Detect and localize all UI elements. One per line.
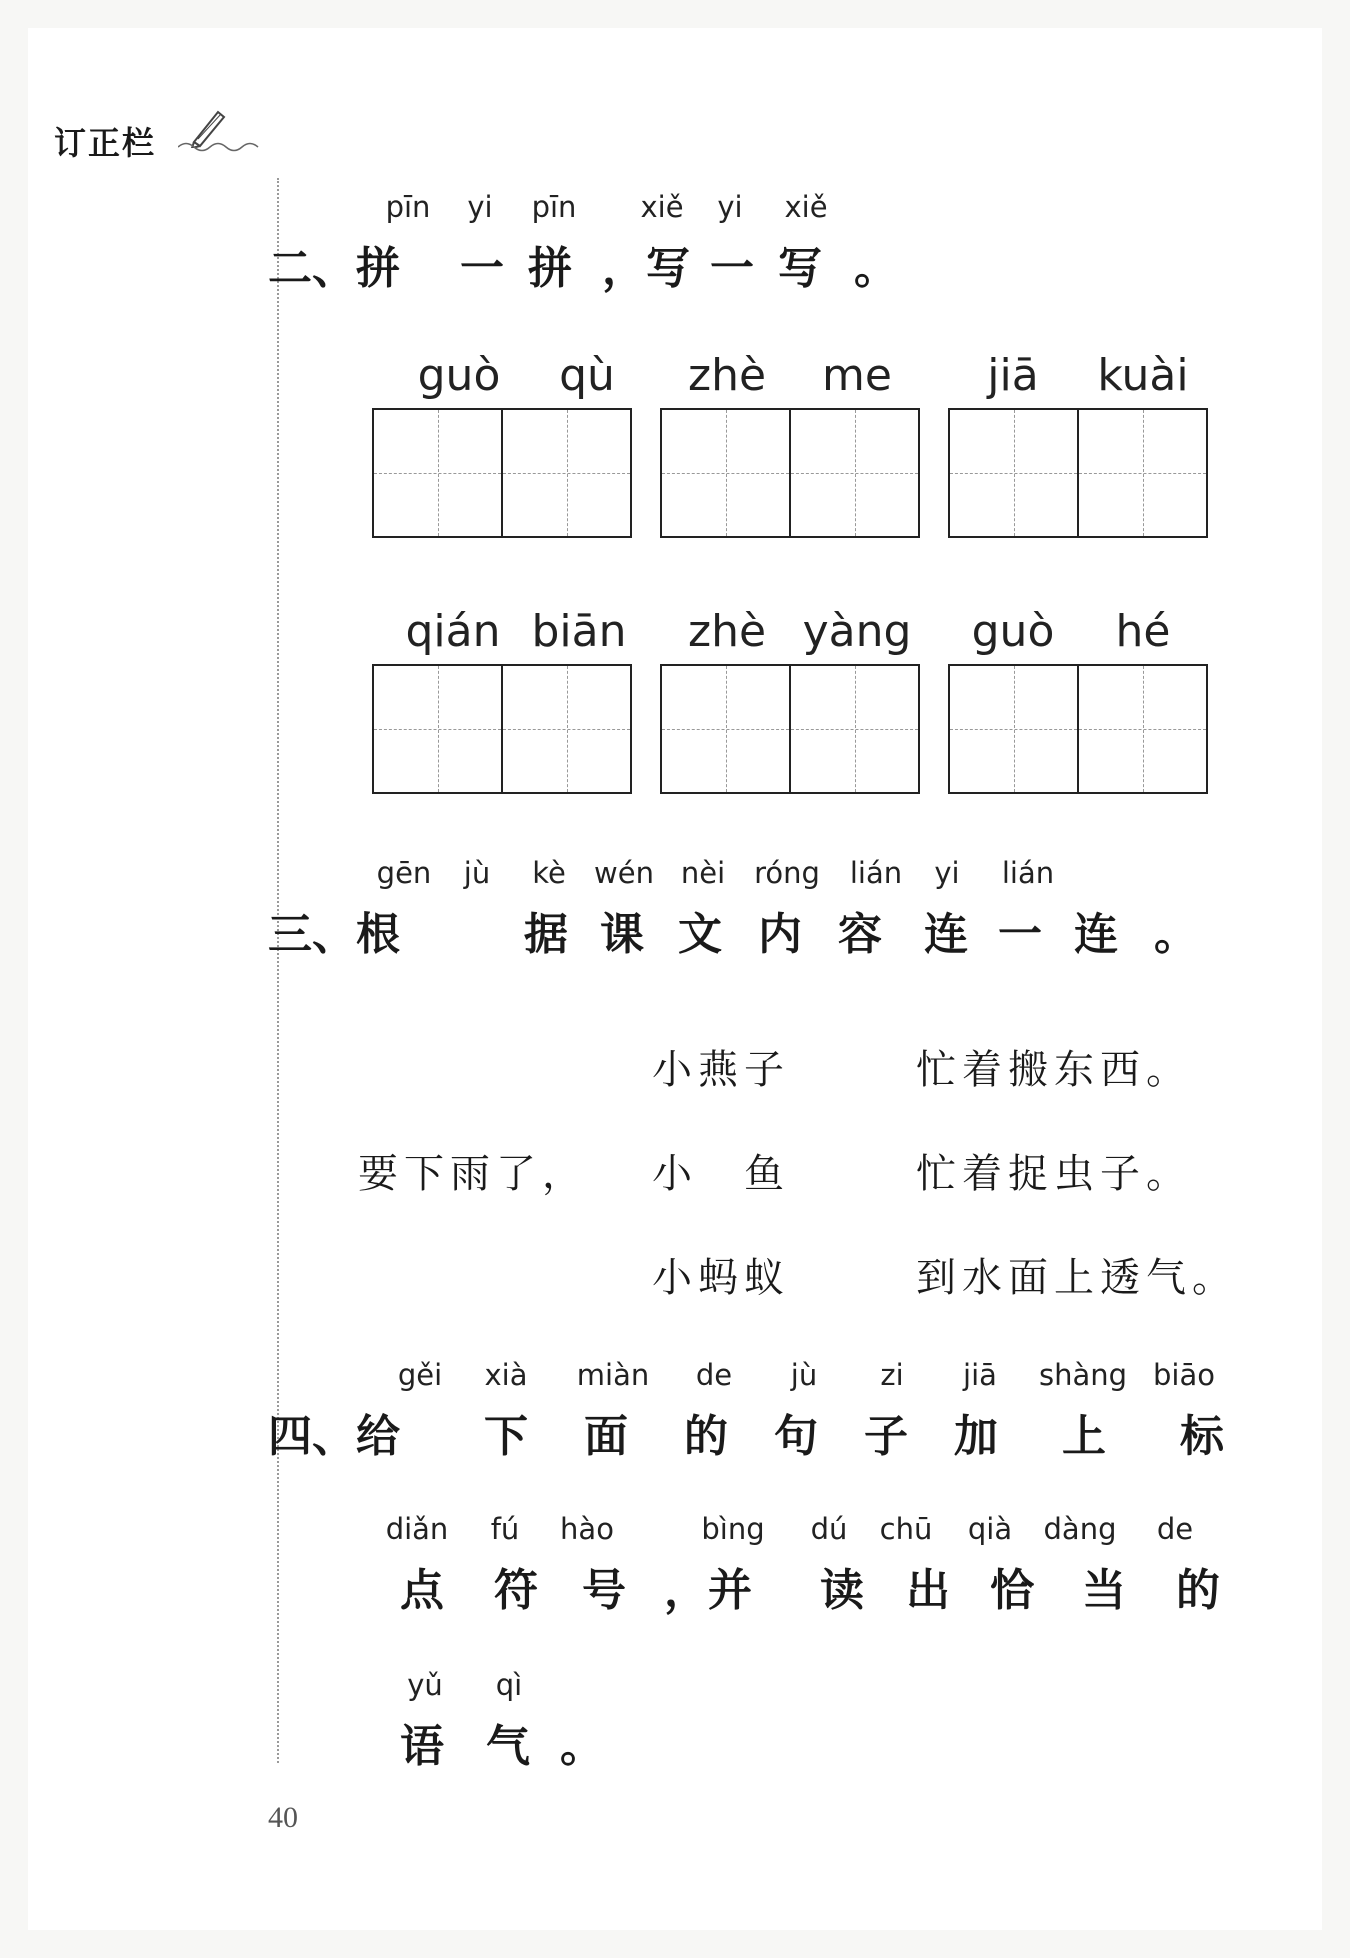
- pinyin: yi: [934, 856, 960, 890]
- title-char: 下: [484, 1411, 528, 1462]
- title-char: 当: [1082, 1565, 1126, 1616]
- match-left-item[interactable]: 小蚂蚁: [652, 1255, 790, 1301]
- pinyin: fú: [490, 1512, 520, 1546]
- pinyin: kè: [532, 856, 566, 890]
- writing-grid[interactable]: [372, 664, 632, 794]
- writing-grid[interactable]: [948, 664, 1208, 794]
- margin-dotted-line: [277, 178, 279, 1763]
- title-char: 号: [582, 1565, 626, 1616]
- word-pinyin: me: [822, 350, 892, 401]
- word-pinyin: guò: [417, 350, 501, 401]
- pinyin: pīn: [531, 190, 577, 224]
- word-pinyin: zhè: [687, 606, 767, 657]
- title-char: 加: [954, 1411, 998, 1462]
- title-char: ，写: [602, 243, 690, 294]
- pinyin: xiě: [784, 190, 828, 224]
- word-pinyin: qián: [405, 606, 501, 657]
- title-char: 一: [998, 909, 1042, 960]
- pinyin: yǔ: [407, 1668, 443, 1702]
- underline-decoration: [178, 140, 268, 154]
- writing-grid[interactable]: [660, 664, 920, 794]
- title-char: 拼: [528, 243, 572, 294]
- pinyin: jù: [463, 856, 491, 890]
- title-char: 上: [1062, 1411, 1106, 1462]
- word-pinyin: zhè: [687, 350, 767, 401]
- grid-cell[interactable]: [662, 410, 789, 536]
- writing-grid[interactable]: [948, 408, 1208, 538]
- sentence-prefix: 要下雨了，: [358, 1151, 588, 1197]
- grid-cell[interactable]: [950, 666, 1077, 792]
- title-char: 容: [838, 909, 882, 960]
- grid-cell[interactable]: [374, 410, 501, 536]
- worksheet-page: [28, 28, 1322, 1930]
- match-right-item[interactable]: 忙着捉虫子。: [916, 1151, 1192, 1197]
- grid-cell[interactable]: [374, 666, 501, 792]
- word-pinyin: qù: [559, 350, 615, 401]
- pinyin: pīn: [385, 190, 431, 224]
- title-char: 。: [560, 1721, 604, 1772]
- word-pinyin: biān: [531, 606, 627, 657]
- pinyin: shàng: [1038, 1358, 1128, 1392]
- writing-grid[interactable]: [660, 408, 920, 538]
- title-char: 三、根: [268, 909, 400, 960]
- match-right-item[interactable]: 到水面上透气。: [916, 1255, 1238, 1301]
- title-char: 文: [678, 909, 722, 960]
- pinyin: dú: [810, 1512, 848, 1546]
- grid-cell[interactable]: [1077, 666, 1206, 792]
- match-left-item[interactable]: 小燕子: [652, 1047, 790, 1093]
- pinyin: qì: [495, 1668, 523, 1702]
- writing-grid[interactable]: [372, 408, 632, 538]
- pinyin: róng: [754, 856, 820, 890]
- pinyin: xià: [484, 1358, 528, 1392]
- grid-cell[interactable]: [1077, 410, 1206, 536]
- pinyin: chū: [879, 1512, 933, 1546]
- pinyin: biāo: [1153, 1358, 1215, 1392]
- pinyin: diǎn: [385, 1512, 449, 1546]
- title-char: 读: [820, 1565, 864, 1616]
- title-char: 气: [486, 1721, 530, 1772]
- match-left-item[interactable]: 小 鱼: [652, 1151, 790, 1197]
- pinyin: yi: [467, 190, 493, 224]
- correction-column-title: 订正栏: [54, 124, 157, 162]
- title-char: 内: [758, 909, 802, 960]
- pinyin: xiě: [640, 190, 684, 224]
- pinyin: qià: [967, 1512, 1013, 1546]
- pinyin: miàn: [576, 1358, 650, 1392]
- title-char: 子: [864, 1411, 908, 1462]
- pinyin: wén: [594, 856, 654, 890]
- pinyin: bìng: [701, 1512, 765, 1546]
- title-char: ，并: [664, 1565, 752, 1616]
- title-char: 连: [924, 909, 968, 960]
- pinyin: dàng: [1043, 1512, 1117, 1546]
- pinyin: hào: [560, 1512, 614, 1546]
- grid-cell[interactable]: [501, 666, 630, 792]
- title-char: 恰: [990, 1565, 1034, 1616]
- pinyin: zi: [880, 1358, 904, 1392]
- pinyin: lián: [1001, 856, 1055, 890]
- title-char: 符: [494, 1565, 538, 1616]
- grid-cell[interactable]: [950, 410, 1077, 536]
- match-right-item[interactable]: 忙着搬东西。: [916, 1047, 1192, 1093]
- title-char: 四、给: [268, 1411, 400, 1462]
- title-char: 句: [774, 1411, 818, 1462]
- pinyin: de: [1156, 1512, 1194, 1546]
- page-number: 40: [268, 1801, 298, 1834]
- pinyin: nèi: [680, 856, 726, 890]
- grid-cell[interactable]: [789, 410, 918, 536]
- word-pinyin: jiā: [987, 350, 1039, 401]
- title-char: 面: [584, 1411, 628, 1462]
- pinyin: yi: [717, 190, 743, 224]
- title-char: 标: [1180, 1411, 1224, 1462]
- title-char: 。: [854, 243, 898, 294]
- pinyin: gěi: [397, 1358, 443, 1392]
- word-pinyin: guò: [971, 606, 1055, 657]
- title-char: 连: [1074, 909, 1118, 960]
- word-pinyin: kuài: [1097, 350, 1189, 401]
- title-char: 出: [906, 1565, 950, 1616]
- word-pinyin: yàng: [802, 606, 912, 657]
- title-char: 点: [400, 1565, 444, 1616]
- title-char: 语: [400, 1721, 444, 1772]
- title-char: 一: [460, 243, 504, 294]
- word-pinyin: hé: [1115, 606, 1171, 657]
- pinyin: jù: [790, 1358, 818, 1392]
- title-char: 课: [600, 909, 644, 960]
- grid-cell[interactable]: [789, 666, 918, 792]
- title-char: 写: [778, 243, 822, 294]
- title-char: 。: [1154, 909, 1198, 960]
- pinyin: gēn: [376, 856, 432, 890]
- title-char: 一: [710, 243, 754, 294]
- grid-cell[interactable]: [662, 666, 789, 792]
- pinyin: lián: [849, 856, 903, 890]
- title-char: 据: [524, 909, 568, 960]
- grid-cell[interactable]: [501, 410, 630, 536]
- title-char: 的: [684, 1411, 728, 1462]
- title-char: 二、拼: [268, 243, 400, 294]
- pinyin: jiā: [963, 1358, 997, 1392]
- title-char: 的: [1176, 1565, 1220, 1616]
- pinyin: de: [695, 1358, 733, 1392]
